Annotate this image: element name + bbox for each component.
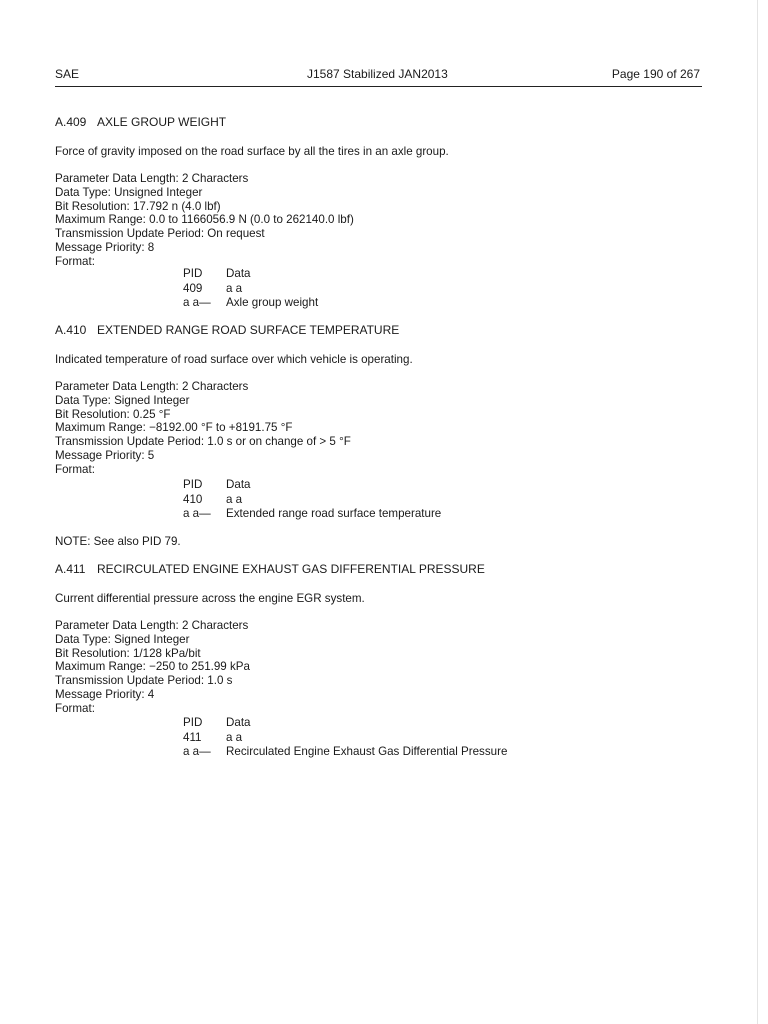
format-pid-cell: PID (183, 267, 203, 280)
param-line: Message Priority: 8 (55, 240, 155, 254)
format-data-cell: Data (226, 716, 251, 729)
format-table (183, 716, 507, 760)
format-table (183, 478, 441, 522)
param-line: Transmission Update Period: On request (55, 227, 265, 241)
format-data-cell: Data (226, 478, 251, 491)
format-pid-cell: a a— (183, 507, 211, 520)
param-line: Message Priority: 5 (55, 448, 155, 462)
param-line: Maximum Range: 0.0 to 1166056.9 N (0.0 to 262140.0 lbf) (55, 213, 354, 227)
format-pid-cell: a a— (183, 296, 211, 309)
table-row (183, 478, 441, 493)
format-data-cell: Data (226, 267, 251, 280)
note-text: NOTE: See also PID 79. (55, 535, 181, 548)
param-line: Parameter Data Length: 2 Characters (55, 380, 249, 393)
table-row (183, 745, 507, 760)
format-pid-cell: 409 (183, 281, 203, 295)
format-data-cell: Axle group weight (226, 296, 319, 309)
format-data-cell: Recirculated Engine Exhaust Gas Differential Pressure (226, 745, 508, 758)
param-line: Parameter Data Length: 2 Characters (55, 619, 249, 632)
section-heading-a411 (55, 563, 485, 577)
table-row (183, 507, 441, 522)
param-line: Data Type: Signed Integer (55, 632, 190, 646)
param-line: Data Type: Unsigned Integer (55, 185, 203, 199)
table-row (183, 282, 318, 297)
param-line: Maximum Range: −250 to 251.99 kPa (55, 660, 250, 674)
parameter-list (55, 172, 354, 269)
param-line: Message Priority: 4 (55, 687, 155, 701)
param-line: Format: (55, 254, 95, 268)
param-line: Data Type: Signed Integer (55, 393, 190, 407)
param-line: Maximum Range: −8192.00 °F to +8191.75 °F (55, 421, 293, 435)
table-row (183, 267, 318, 282)
param-line: Bit Resolution: 1/128 kPa/bit (55, 646, 201, 660)
section-number: A.410 (55, 323, 87, 337)
param-line: Format: (55, 462, 95, 476)
section-title: EXTENDED RANGE ROAD SURFACE TEMPERATURE (97, 323, 400, 337)
format-pid-cell: PID (183, 478, 203, 491)
format-pid-cell: 411 (183, 730, 202, 744)
param-line: Parameter Data Length: 2 Characters (55, 172, 249, 185)
header-document-id: J1587 Stabilized JAN2013 (307, 67, 448, 81)
section-description: Indicated temperature of road surface over which vehicle is operating. (55, 353, 413, 366)
header-org: SAE (55, 67, 80, 81)
format-pid-cell: PID (183, 716, 203, 729)
param-line: Transmission Update Period: 1.0 s (55, 674, 233, 688)
section-heading-a409 (55, 116, 226, 130)
section-title: AXLE GROUP WEIGHT (97, 115, 227, 129)
table-row (183, 731, 507, 746)
page-edge (757, 0, 758, 1024)
section-title: RECIRCULATED ENGINE EXHAUST GAS DIFFERENTIAL PRESSURE (97, 562, 485, 576)
format-pid-cell: 410 (183, 492, 203, 506)
page-header (55, 68, 702, 87)
format-pid-cell: a a— (183, 745, 211, 758)
section-description: Current differential pressure across the engine EGR system. (55, 592, 365, 605)
section-number: A.411 (55, 562, 86, 576)
format-data-cell: a a (226, 281, 243, 295)
param-line: Format: (55, 701, 95, 715)
table-row (183, 296, 318, 311)
section-heading-a410 (55, 324, 399, 338)
table-row (183, 716, 507, 731)
format-data-cell: Extended range road surface temperature (226, 507, 442, 520)
section-description: Force of gravity imposed on the road surface by all the tires in an axle group. (55, 145, 449, 158)
format-data-cell: a a (226, 492, 243, 506)
format-data-cell: a a (226, 730, 243, 744)
param-line: Bit Resolution: 0.25 °F (55, 407, 171, 421)
table-row (183, 493, 441, 508)
parameter-list (55, 619, 250, 716)
param-line: Bit Resolution: 17.792 n (4.0 lbf) (55, 199, 221, 213)
param-line: Transmission Update Period: 1.0 s or on change of > 5 °F (55, 435, 351, 449)
section-number: A.409 (55, 115, 87, 129)
format-table (183, 267, 318, 311)
header-page-number: Page 190 of 267 (611, 67, 700, 81)
parameter-list (55, 380, 351, 477)
